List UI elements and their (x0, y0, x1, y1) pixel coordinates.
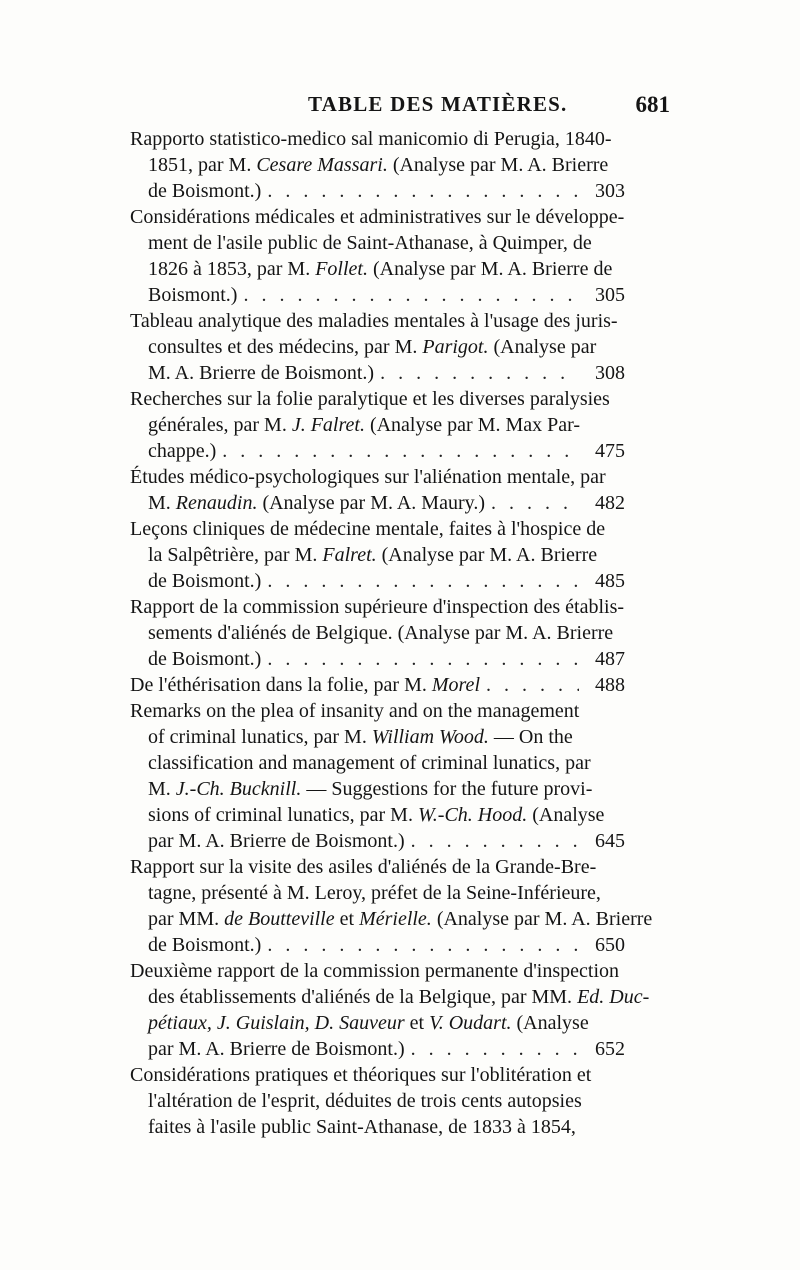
running-title: TABLE DES MATIÈRES. (308, 92, 568, 116)
dot-leader (491, 490, 579, 516)
entry-text: 1851, par M. (148, 154, 257, 176)
page-reference: 303 (595, 180, 625, 202)
entry-text: faites à l'asile public Saint-Athanase, de 1833 à 1854, (148, 1116, 576, 1138)
entry-text: et (404, 1012, 430, 1034)
entry-text: Rapport sur la visite des asiles d'aliénés de la Grande-Bre- (130, 856, 597, 878)
toc-entry (130, 204, 625, 308)
entry-text: (Analyse par M. A. Brierre (431, 908, 653, 930)
entry-text: of criminal lunatics, par M. (148, 726, 372, 748)
toc-entry (130, 516, 625, 594)
author-name: Mérielle. (359, 908, 432, 930)
dot-leader (380, 360, 579, 386)
entry-text: Considérations pratiques et théoriques sur l'oblitération et (130, 1064, 592, 1086)
entry-text: Recherches sur la folie paralytique et les diverses paralysies (130, 388, 610, 410)
entry-text: des établissements d'aliénés de la Belgique, par MM. (148, 986, 578, 1008)
entry-text: par M. A. Brierre de Boismont.) (148, 830, 405, 852)
entry-text: Boismont.) (148, 284, 238, 306)
page-number: 681 (635, 92, 670, 117)
toc-entry (130, 308, 625, 386)
entry-text: M. (148, 492, 176, 514)
entry-text: (Analyse par M. A. Maury.) (257, 492, 485, 514)
author-name: W.-Ch. Hood. (417, 804, 528, 826)
author-name: Morel (431, 674, 480, 696)
page-reference: 475 (595, 440, 625, 462)
toc-entry (130, 386, 625, 464)
author-name: J.-Ch. Bucknill. (175, 778, 302, 800)
entry-text: Études médico-psychologiques sur l'aliénation mentale, par (130, 466, 606, 488)
entry-text: chappe.) (148, 440, 217, 462)
toc-entry (130, 126, 625, 204)
entry-text: Tableau analytique des maladies mentales à l'usage des juris- (130, 310, 618, 332)
page-reference: 482 (595, 492, 625, 514)
toc-entry (130, 594, 625, 672)
entry-text: Deuxième rapport de la commission permanente d'inspection (130, 960, 620, 982)
dot-leader (267, 932, 579, 958)
entry-text: Rapport de la commission supérieure d'inspection des établis- (130, 596, 625, 618)
author-name: V. Oudart. (429, 1012, 512, 1034)
entry-text: par MM. (148, 908, 225, 930)
author-name: Parigot. (422, 336, 489, 358)
entry-text: Leçons cliniques de médecine mentale, faites à l'hospice de (130, 518, 606, 540)
dot-leader (222, 438, 579, 464)
author-name: William Wood. (371, 726, 489, 748)
entry-text: générales, par M. (148, 414, 292, 436)
entry-text: de Boismont.) (148, 570, 262, 592)
running-head (130, 92, 670, 122)
page-reference: 650 (595, 934, 625, 956)
entry-text: (Analyse par M. Max Par- (364, 414, 581, 436)
author-name: D. Sauveur (314, 1012, 405, 1034)
entry-text: (Analyse par M. A. Brierre (387, 154, 609, 176)
author-name: Renaudin. (175, 492, 258, 514)
toc-entry (130, 1062, 625, 1140)
toc-entry (130, 854, 653, 958)
entry-text: M. (148, 778, 176, 800)
entry-text: (Analyse (511, 1012, 589, 1034)
author-name: pétiaux, (148, 1012, 212, 1034)
entry-text: de Boismont.) (148, 934, 262, 956)
entry-text: classification and management of criminal lunatics, par (148, 752, 591, 774)
entry-text: (Analyse par (488, 336, 597, 358)
author-name: J. Falret. (291, 414, 365, 436)
author-name: Follet. (315, 258, 368, 280)
entry-text: — On the (488, 726, 573, 748)
toc-entry (130, 464, 625, 516)
author-name: Cesare Massari. (256, 154, 388, 176)
entry-text: De l'éthérisation dans la folie, par M. (130, 674, 432, 696)
dot-leader (267, 568, 579, 594)
entry-text: sements d'aliénés de Belgique. (Analyse par M. A. Brierre (148, 622, 614, 644)
page-reference: 487 (595, 648, 625, 670)
entry-text: 1826 à 1853, par M. (148, 258, 316, 280)
entry-text: (Analyse par M. A. Brierre de (367, 258, 613, 280)
toc-entry (130, 698, 625, 854)
author-name: Falret. (322, 544, 377, 566)
author-name: de Boutteville (224, 908, 335, 930)
table-of-contents (130, 126, 653, 1140)
entry-text: de Boismont.) (148, 180, 262, 202)
author-name: J. Guislain, (216, 1012, 310, 1034)
entry-text: Remarks on the plea of insanity and on the management (130, 700, 580, 722)
entry-text: l'altération de l'esprit, déduites de trois cents autopsies (148, 1090, 582, 1112)
dot-leader (411, 1036, 579, 1062)
author-name: Ed. Duc- (577, 986, 650, 1008)
entry-text: et (334, 908, 360, 930)
page-reference: 308 (595, 362, 625, 384)
page-reference: 488 (595, 674, 625, 696)
entry-text: consultes et des médecins, par M. (148, 336, 423, 358)
entry-text: tagne, présenté à M. Leroy, préfet de la Seine-Inférieure, (148, 882, 601, 904)
toc-entry (130, 958, 650, 1062)
entry-text: Rapporto statistico-medico sal manicomio di Perugia, 1840- (130, 128, 612, 150)
page-reference: 305 (595, 284, 625, 306)
entry-text: ment de l'asile public de Saint-Athanase, à Quimper, de (148, 232, 592, 254)
toc-entry (130, 672, 625, 698)
dot-leader (267, 178, 579, 204)
entry-text: Considérations médicales et administratives sur le développe- (130, 206, 625, 228)
entry-text: (Analyse par M. A. Brierre (376, 544, 598, 566)
entry-text: sions of criminal lunatics, par M. (148, 804, 418, 826)
page-reference: 485 (595, 570, 625, 592)
dot-leader (486, 672, 579, 698)
entry-text: (Analyse (527, 804, 605, 826)
entry-text: la Salpêtrière, par M. (148, 544, 323, 566)
dot-leader (411, 828, 579, 854)
entry-text: — Suggestions for the future provi- (301, 778, 593, 800)
entry-text: de Boismont.) (148, 648, 262, 670)
entry-text: M. A. Brierre de Boismont.) (148, 362, 375, 384)
page-reference: 652 (595, 1038, 625, 1060)
entry-text: par M. A. Brierre de Boismont.) (148, 1038, 405, 1060)
dot-leader (267, 646, 579, 672)
dot-leader (243, 282, 579, 308)
page-reference: 645 (595, 830, 625, 852)
